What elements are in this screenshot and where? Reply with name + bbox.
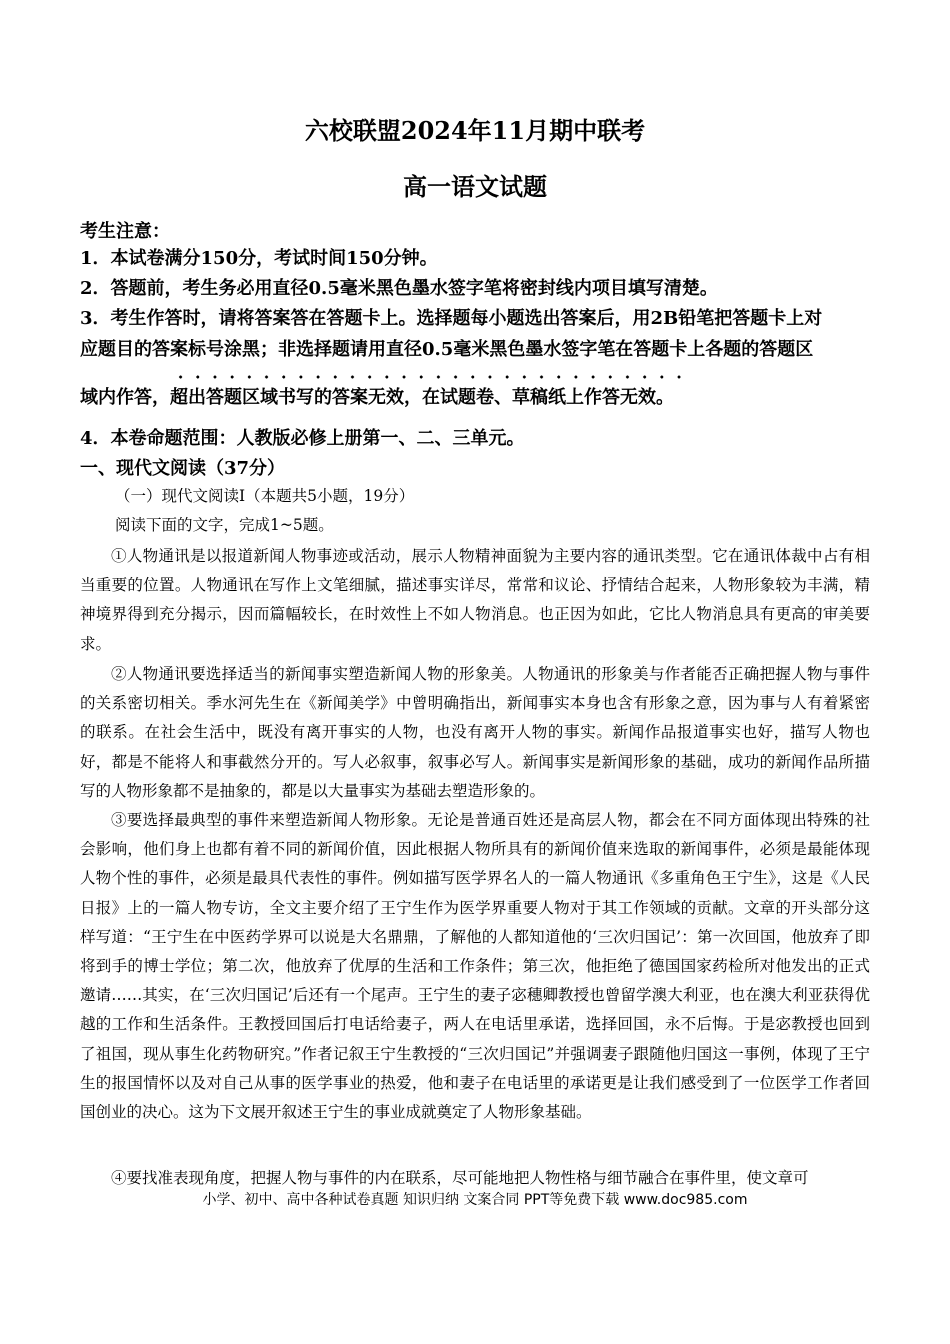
- paragraph-2-text: ②人物通讯要选择适当的新闻事实塑造新闻人物的形象美。人物通讯的形象美与作者能否正确把握人物与事件的关系密切相关。季水河先生在《新闻美学》中曾明确指出，新闻事实本身也含有形象之意，因为事与人有着紧密的联系。在社会生活中，既没有离开事实的人物，也没有离开人物的事实。新闻作品报道事实也好，描写人物也好，都是不能将人和事截然分开的。写人必叙事，叙事必写人。新闻事实是新闻形象的基础，成功的新闻作品所描写的人物形象都不是抽象的，都是以大量事实为基础去塑造形象的。: [80, 665, 870, 800]
- notice-item-3-cont: 应题目的答案标号涂黑；非选择题请用直径0.5毫米黑色墨水签字笔在答题卡上各题的答题区: [80, 339, 814, 360]
- exam-title: 六校联盟2024年11月期中联考: [304, 116, 646, 145]
- exam-subtitle: 高一语文试题: [403, 172, 547, 201]
- section-subheading: （一）现代文阅读Ⅰ（本题共5小题，19分）: [115, 487, 415, 505]
- paragraph-1-text: ①人物通讯是以报道新闻人物事迹或活动，展示人物精神面貌为主要内容的通讯类型。它在通讯体裁中占有相当重要的位置。人物通讯在写作上文笔细腻，描述事实详尽，常常和议论、抒情结合起来，人物形象较为丰满，精神境界得到充分揭示，因而篇幅较长，在时效性上不如人物消息。也正因为如此，它比人物消息具有更高的审美要求。: [80, 547, 870, 653]
- emphasis-dots: [172, 374, 692, 380]
- paragraph-4-text: ④要找准表现角度，把握人物与事件的内在联系，尽可能地把人物性格与细节融合在事件里，使文章可: [111, 1169, 809, 1187]
- notice-item-2: 2．答题前，考生务必用直径0.5毫米黑色墨水签字笔将密封线内项目填写清楚。: [80, 278, 718, 299]
- reading-instruction: 阅读下面的文字，完成1~5题。: [115, 516, 334, 534]
- notice-heading: 考生注意：: [80, 221, 170, 242]
- paragraph-4: [80, 1164, 870, 1193]
- page-footer: 小学、初中、高中各种试卷真题 知识归纳 文案合同 PPT等免费下载 www.doc985.com: [202, 1192, 748, 1208]
- notice-item-1: 1．本试卷满分150分，考试时间150分钟。: [80, 248, 438, 269]
- paragraph-2: [80, 660, 870, 806]
- notice-item-3: 3．考生作答时，请将答案答在答题卡上。选择题每小题选出答案后，用2B铅笔把答题卡上对: [80, 308, 823, 329]
- paragraph-3-text: ③要选择最典型的事件来塑造新闻人物形象。无论是普通百姓还是高层人物，都会在不同方面体现出特殊的社会影响，他们身上也都有着不同的新闻价值，因此根据人物所具有的新闻价值来选取的新闻事件，必须是最能体现人物个性的事件，必须是最具代表性的事件。例如描写医学界名人的一篇人物通讯《多重角色王宁生》，这是《人民日报》上的一篇人物专访，全文主要介绍了王宁生作为医学界重要人物对于其工作领域的贡献。文章的开头部分这样写道：“王宁生在中医药学界可以说是大名鼎鼎，了解他的人都知道他的‘三次归国记’：第一次回国，他放弃了即将到手的博士学位；第二次，他放弃了优厚的生活和工作条件；第三次，他拒绝了德国国家药检所对他发出的正式邀请……其实，在‘三次归国记’后还有一个尾声。王宁生的妻子宓穗卿教授也曾留学澳大利亚，也在澳大利亚获得优越的工作和生活条件。王教授回国后打电话给妻子，两人在电话里承诺，选择回国，永不后悔。于是宓教授也回到了祖国，现从事生化药物研究。”作者记叙王宁生教授的“三次归国记”并强调妻子跟随他归国这一事例，体现了王宁生的报国情怀以及对自己从事的医学事业的热爱，他和妻子在电话里的承诺更是让我们感受到了一位医学工作者回国创业的决心。这为下文展开叙述王宁生的事业成就奠定了人物形象基础。: [80, 811, 870, 1122]
- paragraph-3: [80, 806, 870, 1127]
- notice-item-3-end: 域内作答，超出答题区域书写的答案无效，在试题卷、草稿纸上作答无效。: [80, 387, 674, 408]
- section-heading: 一、现代文阅读（37分）: [80, 458, 286, 479]
- paragraph-1: [80, 542, 870, 659]
- notice-item-4: 4．本卷命题范围：人教版必修上册第一、二、三单元。: [80, 428, 525, 449]
